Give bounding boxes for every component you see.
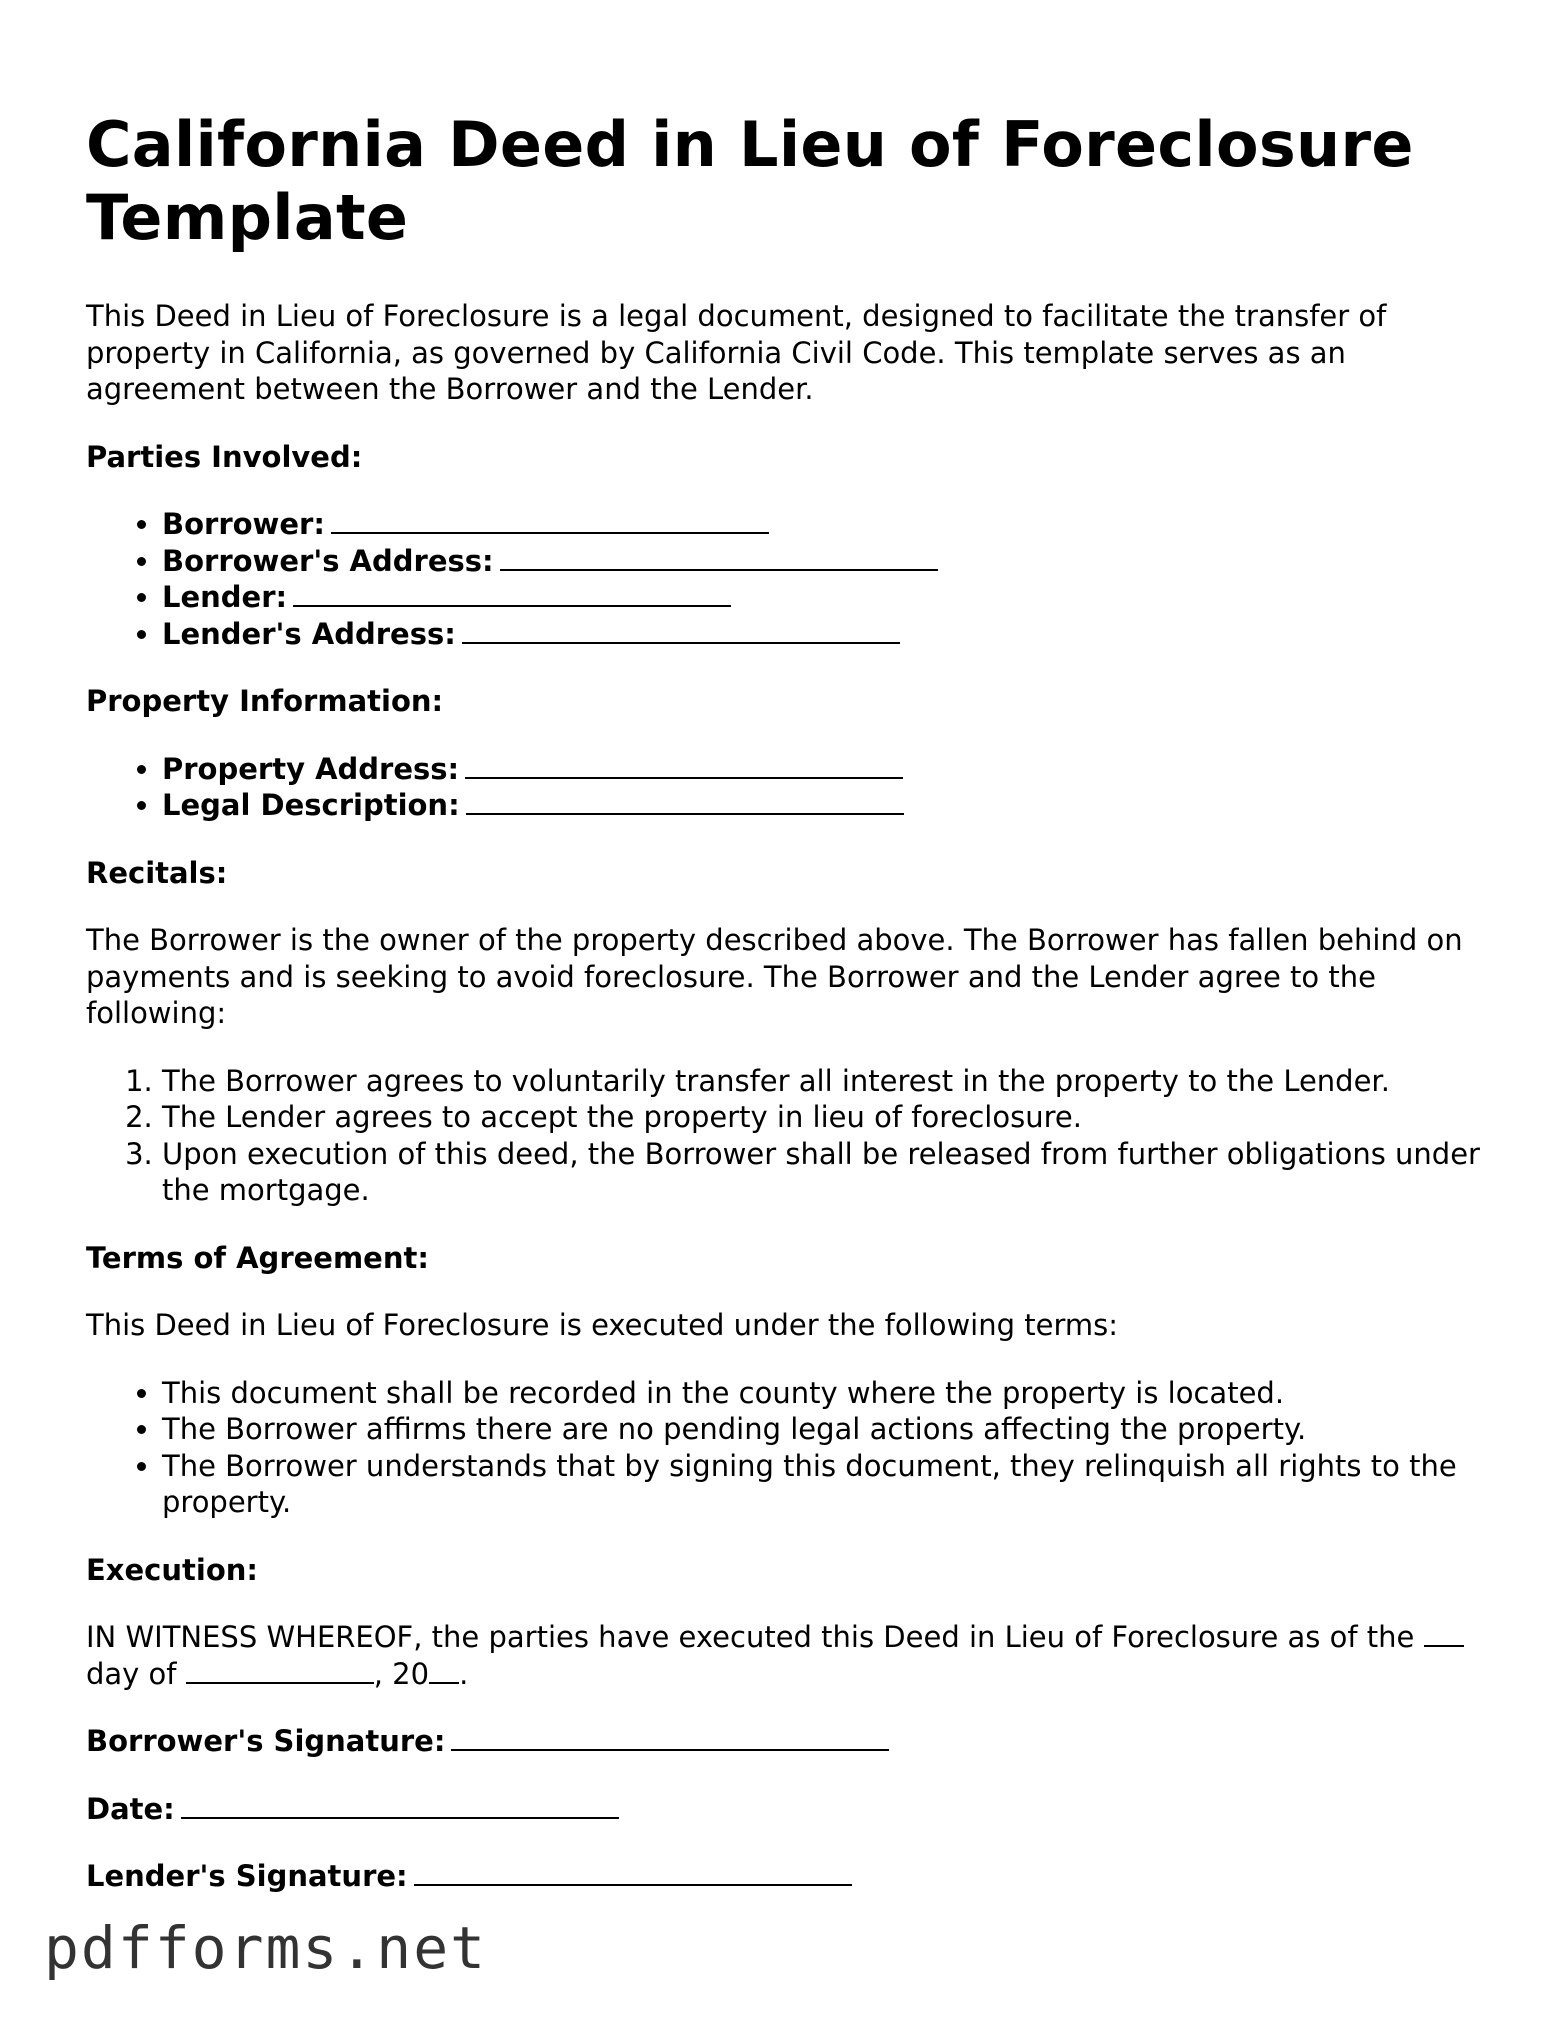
witness-paragraph <box>86 1619 1486 1692</box>
list-item <box>162 787 1486 824</box>
legal-description-blank[interactable] <box>466 787 904 815</box>
watermark-logo: pdfforms.net <box>44 1914 488 1982</box>
borrower-signature-label: Borrower's Signature: <box>86 1724 446 1758</box>
intro-paragraph: This Deed in Lieu of Foreclosure is a legal document, designed to facilitate the transfer of property in California, as governed by California Civil Code. This template serves as an agreement between the Borrower and the Lender. <box>86 299 1387 406</box>
day-blank[interactable] <box>1424 1619 1464 1647</box>
lender-signature-line <box>86 1858 1486 1895</box>
list-item <box>162 751 1486 788</box>
borrower-signature-blank[interactable] <box>451 1723 889 1751</box>
document-title: California Deed in Lieu of Foreclosure Template <box>86 108 1414 254</box>
recitals-paragraph: The Borrower is the owner of the property described above. The Borrower has fallen behind on payments and is seeking to avoid foreclosure. The Borrower and the Lender agree to the following: <box>86 923 1463 1030</box>
execution-heading: Execution: <box>86 1552 258 1587</box>
list-item <box>162 579 1486 616</box>
witness-year-text: , 20 <box>373 1656 430 1691</box>
terms-heading: Terms of Agreement: <box>86 1240 429 1275</box>
witness-day-text: day of <box>86 1656 177 1691</box>
borrower-signature-line <box>86 1723 1486 1760</box>
lender-signature-label: Lender's Signature: <box>86 1859 408 1893</box>
document-page <box>86 108 1486 1926</box>
witness-end-text: . <box>459 1656 469 1691</box>
borrower-address-label: Borrower's Address: <box>162 543 494 578</box>
parties-list <box>86 506 1486 652</box>
property-address-blank[interactable] <box>465 751 903 779</box>
legal-description-label: Legal Description: <box>162 788 460 822</box>
date-line <box>86 1791 1486 1828</box>
list-item <box>162 543 1486 580</box>
month-blank[interactable] <box>186 1656 374 1684</box>
date-label: Date: <box>86 1791 175 1826</box>
borrower-blank[interactable] <box>331 506 769 534</box>
year-blank[interactable] <box>429 1656 459 1684</box>
list-item: • The Borrower understands that by signing this document, they relinquish all rights to the property. <box>162 1448 1486 1521</box>
property-list <box>86 751 1486 824</box>
parties-heading: Parties Involved: <box>86 439 363 474</box>
property-address-label: Property Address: <box>162 751 460 786</box>
witness-text: IN WITNESS WHEREOF, the parties have executed this Deed in Lieu of Foreclosure as of the <box>86 1620 1415 1654</box>
list-item: 3. Upon execution of this deed, the Borrower shall be released from further obligations under the mortgage. <box>162 1136 1486 1209</box>
list-item: • The Borrower affirms there are no pending legal actions affecting the property. <box>162 1411 1486 1448</box>
borrower-address-blank[interactable] <box>500 543 938 571</box>
list-item <box>162 616 1486 653</box>
lender-signature-blank[interactable] <box>414 1858 852 1886</box>
property-heading: Property Information: <box>86 684 444 718</box>
borrower-label: Borrower: <box>162 507 325 541</box>
terms-list <box>86 1375 1486 1521</box>
list-item <box>162 506 1486 543</box>
lender-address-blank[interactable] <box>462 616 900 644</box>
lender-address-label: Lender's Address: <box>162 616 456 651</box>
recitals-list <box>86 1063 1486 1209</box>
list-item: 2. The Lender agrees to accept the property in lieu of foreclosure. <box>162 1099 1486 1136</box>
lender-blank[interactable] <box>293 579 731 607</box>
lender-label: Lender: <box>162 580 288 614</box>
date-blank[interactable] <box>181 1791 619 1819</box>
list-item: 1. The Borrower agrees to voluntarily transfer all interest in the property to the Lender. <box>162 1063 1486 1100</box>
recitals-heading: Recitals: <box>86 855 228 890</box>
list-item: • This document shall be recorded in the county where the property is located. <box>162 1375 1486 1412</box>
terms-paragraph: This Deed in Lieu of Foreclosure is executed under the following terms: <box>86 1308 1118 1342</box>
